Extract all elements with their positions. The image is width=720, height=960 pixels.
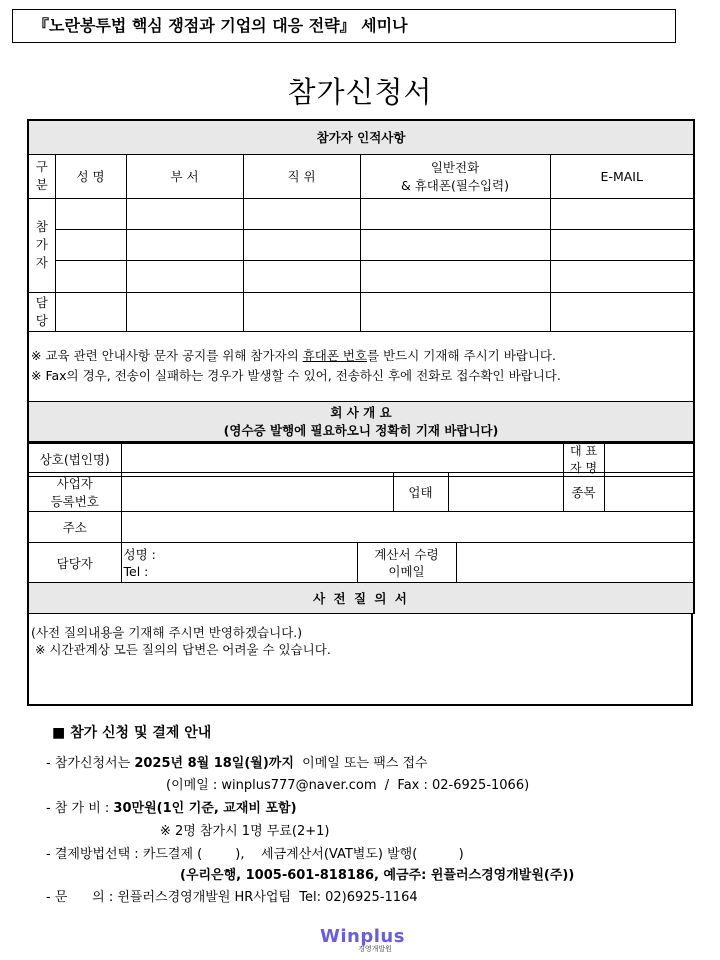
manager-dept-cell[interactable] [126, 292, 243, 331]
application-form [27, 119, 695, 444]
name-cell-1[interactable] [55, 198, 126, 229]
company-section-header: 회 사 개 요 (영수증 발행에 필요하오니 정확히 기재 바랍니다) [28, 401, 694, 443]
fee-line: - 참 가 비 : 30만원(1인 기준, 교재비 포함) [46, 801, 297, 816]
bank-line: (우리은행, 1005-601-818186, 예금주: 윈플러스경영개발원(주)) [180, 868, 575, 883]
manager-position-cell[interactable] [243, 292, 360, 331]
biztype-label: 업태 [393, 473, 448, 512]
email-cell-3[interactable] [550, 260, 694, 292]
phone-cell-2[interactable] [360, 229, 550, 260]
col-gubun: 구 분 [28, 154, 55, 198]
company-table-3 [27, 542, 695, 614]
col-phone: 일반전화 & 휴대폰(필수입력) [360, 154, 550, 198]
phone-cell-3[interactable] [360, 260, 550, 292]
dept-cell-3[interactable] [126, 260, 243, 292]
ceo-name-label: 대 표 자 명 [563, 442, 604, 477]
name-cell-2[interactable] [55, 229, 126, 260]
company-name-label: 상호(법인명) [28, 442, 121, 477]
col-dept: 부 서 [126, 154, 243, 198]
participant-section-header: 참가자 인적사항 [28, 120, 694, 154]
dept-cell-2[interactable] [126, 229, 243, 260]
col-name: 성 명 [55, 154, 126, 198]
pre-question-table [27, 613, 693, 706]
contact-line: (이메일 : winplus777@naver.com / Fax : 02-6925-1066) [166, 778, 530, 793]
bizitem-field[interactable] [604, 473, 694, 512]
position-cell-2[interactable] [243, 229, 360, 260]
fee-note: ※ 2명 참가시 1명 무료(2+1) [160, 824, 330, 839]
col-position: 직 위 [243, 154, 360, 198]
bizitem-label: 종목 [563, 473, 604, 512]
pre-question-header: 사 전 질 의 서 [28, 583, 694, 614]
row-participant-label: 참 가 자 [28, 198, 55, 292]
invoice-email-label: 계산서 수령 이메일 [357, 543, 456, 583]
seminar-title: 『노란봉투법 핵심 쟁점과 기업의 대응 전략』 세미나 [12, 9, 676, 43]
address-label: 주소 [28, 512, 121, 543]
inquiry-line: - 문 의 : 윈플러스경영개발원 HR사업팀 Tel: 02)6925-1164 [46, 890, 418, 905]
info-title: ■ 참가 신청 및 결제 안내 [52, 725, 212, 741]
manager-name-cell[interactable] [55, 292, 126, 331]
row-manager-label: 담 당 [28, 292, 55, 331]
bizno-label: 사업자 등록번호 [28, 473, 121, 512]
manager-email-cell[interactable] [550, 292, 694, 331]
phone-cell-1[interactable] [360, 198, 550, 229]
dept-cell-1[interactable] [126, 198, 243, 229]
email-cell-1[interactable] [550, 198, 694, 229]
document-title: 참가신청서 [287, 75, 433, 109]
pre-question-field[interactable]: (사전 질의내용을 기재해 주시면 반영하겠습니다.) ※ 시간관계상 모든 질의의 답변은 어려울 수 있습니다. [28, 614, 692, 705]
col-email: E-MAIL [550, 154, 694, 198]
winplus-logo: Winplus 경영개발원 [320, 926, 405, 953]
position-cell-3[interactable] [243, 260, 360, 292]
manager-phone-cell[interactable] [360, 292, 550, 331]
deadline-line: - 참가신청서는 2025년 8월 18일(월)까지 이메일 또는 팩스 접수 [46, 756, 428, 771]
email-cell-2[interactable] [550, 229, 694, 260]
invoice-email-field[interactable] [456, 543, 694, 583]
company-table-2 [27, 472, 695, 543]
manager-info-field[interactable]: 성명 : Tel : [121, 543, 357, 583]
participant-notes: ※ 교육 관련 안내사항 문자 공지를 위해 참가자의 휴대폰 번호를 반드시 기재해 주시기 바랍니다. ※ Fax의 경우, 전송이 실패하는 경우가 발생할 수 있어, 전송하신 후에 전화로 접수확인 바랍니다. [28, 331, 694, 401]
payment-line: - 결제방법선택 : 카드결제 ( ), 세금계산서(VAT별도) 발행( ) [46, 847, 464, 862]
position-cell-1[interactable] [243, 198, 360, 229]
name-cell-3[interactable] [55, 260, 126, 292]
biztype-field[interactable] [448, 473, 563, 512]
address-field[interactable] [121, 512, 694, 543]
bizno-field[interactable] [121, 473, 393, 512]
manager-label: 담당자 [28, 543, 121, 583]
